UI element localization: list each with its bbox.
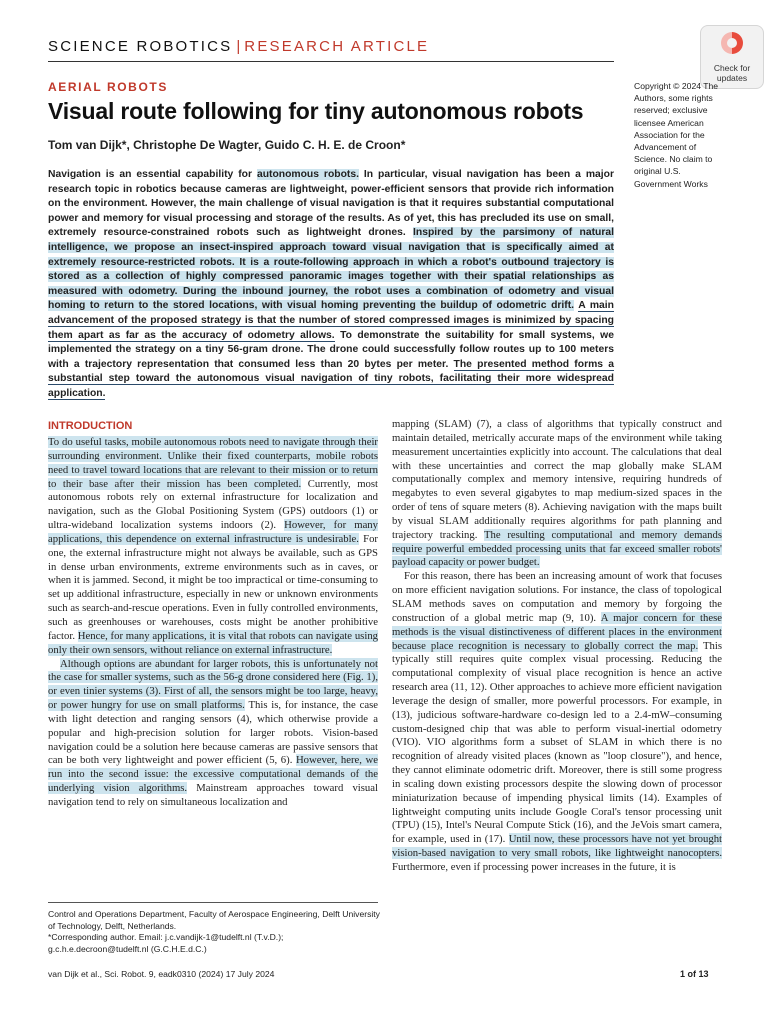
- highlight: Although options are abundant for larger robots, this is unfortunately not the case for smaller systems, such as the 56-g drone considered here (Fig. 1), or even tinier systems (3). First of all, the sensors might be too large, heavy, or power hungry for use on small platforms.: [48, 657, 378, 712]
- footnote-rule: [48, 902, 378, 903]
- left-column: [48, 436, 378, 810]
- author-list: Tom van Dijk*, Christophe De Wagter, Guido C. H. E. de Croon*: [48, 138, 406, 152]
- copyright-notice: Copyright © 2024 The Authors, some rights reserved; exclusive licensee American Association for the Advancement of Science. No claim to original U.S. Government Works: [634, 81, 719, 189]
- paragraph: Although options are abundant for larger robots, this is unfortunately not the case for smaller systems, such as the 56-g drone considered here (Fig. 1), or even tinier systems (3). First of all, the sensors might be too large, heavy, or power hungry for use on small platforms. This is, for instance, the case with light detection and ranging sensors (4), which otherwise provide a popular and high-precision solution for larger robots. Vision-based navigation could be a solution here because cameras are passive sensors that can be both very lightweight and power efficient (5, 6). However, here, we run into the second issue: the excessive computational demands of the underlying vision algorithms. Mainstream approaches toward visual navigation tend to rely on simultaneous localization and: [48, 657, 379, 808]
- highlight: Until now, these processors have not yet brought vision-based navigation to very small robots, like lightweight nanocopters.: [392, 833, 723, 860]
- right-column: [392, 418, 722, 875]
- crossmark-icon: [721, 32, 743, 54]
- underlined-text: The presented method forms a substantial step toward the autonomous visual navigation of tiny robots, facilitating their more widespread application.: [48, 358, 614, 399]
- highlight: However, here, we run into the second issue: the excessive computational demands of the underlying vision algorithms.: [48, 754, 379, 795]
- corresponding-author-note: *Corresponding author. Email: j.c.vandijk-1@tudelft.nl (T.v.D.); g.c.h.e.decroon@tudelft.nl (G.C.H.E.d.C.): [48, 932, 284, 954]
- paragraph: To do useful tasks, mobile autonomous robots need to navigate through their surrounding environment. Unlike their fixed counterparts, mobile robots need to travel toward locations that are relevant to their mission or to return to their base after their mission has been completed. Currently, most autonomous robots rely on external infrastructure for localization and navigation, such as the Global Positioning System (GPS) outdoors (1) or ultra-wideband localization systems indoors (2). However, for many applications, this dependence on external infrastructure is undesirable. For one, the external infrastructure might not always be available, such as GPS in dense urban environments, extreme environments such as in caves, or when it is jammed. Second, it might be too impractical or time-consuming to set up additional infrastructure, especially in new or unknown environments such as search-and-rescue operations. Even in fully controlled environments, such as greenhouses or warehouses, costs might be another prohibitive factor. Hence, for many applications, it is vital that robots can navigate using only their own sensors, without reliance on external infrastructure.: [48, 436, 379, 656]
- introduction-heading: INTRODUCTION: [48, 420, 133, 432]
- article-title: Visual route following for tiny autonomous robots: [48, 98, 584, 124]
- highlight: Hence, for many applications, it is vital that robots can navigate using only their own sensors, without reliance on external infrastructure.: [48, 629, 379, 656]
- highlight: A major concern for these methods is the visual distinctiveness of different places in the environment because place recognition is necessary to globally correct the map.: [392, 611, 722, 652]
- header-rule: [48, 61, 614, 62]
- section-tag: AERIAL ROBOTS: [48, 80, 168, 94]
- highlight: To do useful tasks, mobile autonomous robots need to navigate through their surrounding environment. Unlike their fixed counterparts, mobile robots need to travel toward locations that are relevant to their mission or to return to their base after their mission has been completed.: [48, 436, 378, 490]
- highlight: The resulting computational and memory demands require powerful embedded processing units that far exceed smaller robots' payload capacity or power budget.: [392, 528, 722, 569]
- footnotes: [48, 909, 383, 955]
- affiliation-note: Control and Operations Department, Faculty of Aerospace Engineering, Delft University of Technology, Delft, Netherlands.: [48, 909, 380, 931]
- header-separator: |: [236, 38, 241, 55]
- article-type: RESEARCH ARTICLE: [244, 38, 430, 55]
- highlight: Inspired by the parsimony of natural intelligence, we propose an insect-inspired approach toward visual navigation that is specifically aimed at extremely resource-restricted robots. It is a route-following approach in which a robot's outbound trajectory is stored as a collection of highly compressed panoramic images together with their spatial relationships as measured with odometry. During the inbound journey, the robot uses a combination of odometry and visual homing to return to the stored locations, with visual homing preventing the buildup of odometric drift.: [48, 227, 614, 312]
- page-number: 1 of 13: [680, 969, 709, 979]
- badge-text: Check for updates: [713, 63, 751, 83]
- abstract: Navigation is an essential capability for autonomous robots. In particular, visual navigation has been a major research topic in robotics because cameras are lightweight, power-efficient sensors that provide rich information on the environment. However, the main challenge of visual navigation is that it requires substantial computational power and memory for visual processing and storage of the results. As of yet, this has precluded its use on small, extremely resource-constrained robots such as lightweight drones. Inspired by the parsimony of natural intelligence, we propose an insect-inspired approach toward visual navigation that is specifically aimed at extremely resource-restricted robots. It is a route-following approach in which a robot's outbound trajectory is stored as a collection of highly compressed panoramic images together with their spatial relationships as measured with odometry. During the inbound journey, the robot uses a combination of odometry and visual homing to return to the stored locations, with visual homing preventing the buildup of odometric drift. A main advancement of the proposed strategy is that the number of stored compressed images is minimized by spacing them apart as far as the accuracy of odometry allows. To demonstrate the suitability for small systems, we implemented the strategy on a tiny 56-gram drone. The drone could successfully follow routes up to 100 meters with a trajectory representation that consumed less than 20 bytes per meter. The presented method forms a substantial step toward the autonomous visual navigation of tiny robots, facilitating their more widespread application.: [48, 169, 615, 399]
- citation-footer: van Dijk et al., Sci. Robot. 9, eadk0310 (2024) 17 July 2024: [48, 969, 275, 979]
- journal-name: SCIENCE ROBOTICS: [48, 38, 233, 55]
- journal-header: [48, 38, 429, 55]
- paragraph: For this reason, there has been an increasing amount of work that focuses on more efficient navigation solutions. For instance, the class of topological SLAM methods saves on computation and memory by forgoing the construction of a global metric map (9, 10). A major concern for these methods is the visual distinctiveness of different places in the environment because place recognition is necessary to globally correct the map. This typically still requires quite complex visual processing. Reducing the computational complexity of visual place recognition is hence an active research area (11, 12). Other approaches to achieve more efficient navigation leverage the design of smaller, more powerful processors. For example, in (13), judicious software-hardware co-design led to a 2.4-mW–consuming custom-designed chip that was able to perform visual-inertial odometry (VIO). VIO algorithms form a subset of SLAM in which there is no recognition of already visited places (known as "loop closure"), and hence, they cannot eliminate odometric drift. Moreover, there is still some progress in scaling down existing processors despite the slowing down of processor miniaturization because of impending physical limits (14). Examples of lightweight computing units include Google Coral's tensor processing unit (TPU) (15), Intel's Neural Compute Stick (16), and the JeVois smart camera, for example, used in (17). Until now, these processors have not yet brought vision-based navigation to very small robots, like lightweight nanocopters. Furthermore, even if processing power increases in the future, it is: [392, 570, 723, 873]
- highlight: autonomous robots.: [256, 169, 359, 180]
- underlined-text: A main advancement of the proposed strategy is that the number of stored compressed images is minimized by spacing them apart as far as the accuracy of odometry allows.: [48, 300, 614, 341]
- paragraph: mapping (SLAM) (7), a class of algorithms that typically construct and maintain detailed, metrically accurate maps of the environment while taking measurement uncertainties explicitly into account. The calculations that deal with these uncertainties and correct the map globally make SLAM computationally complex and memory intensive, requiring hundreds of megabytes to even several gigabytes to map medium-sized spaces in the order of tens of square meters (8). Achieving navigation with the maps built by visual SLAM additionally requires algorithms for path planning and trajectory tracking. The resulting computational and memory demands require powerful embedded processing units that far exceed smaller robots' payload capacity or power budget.: [392, 418, 722, 569]
- highlight: However, for many applications, this dependence on external infrastructure is undesirable.: [48, 519, 378, 545]
